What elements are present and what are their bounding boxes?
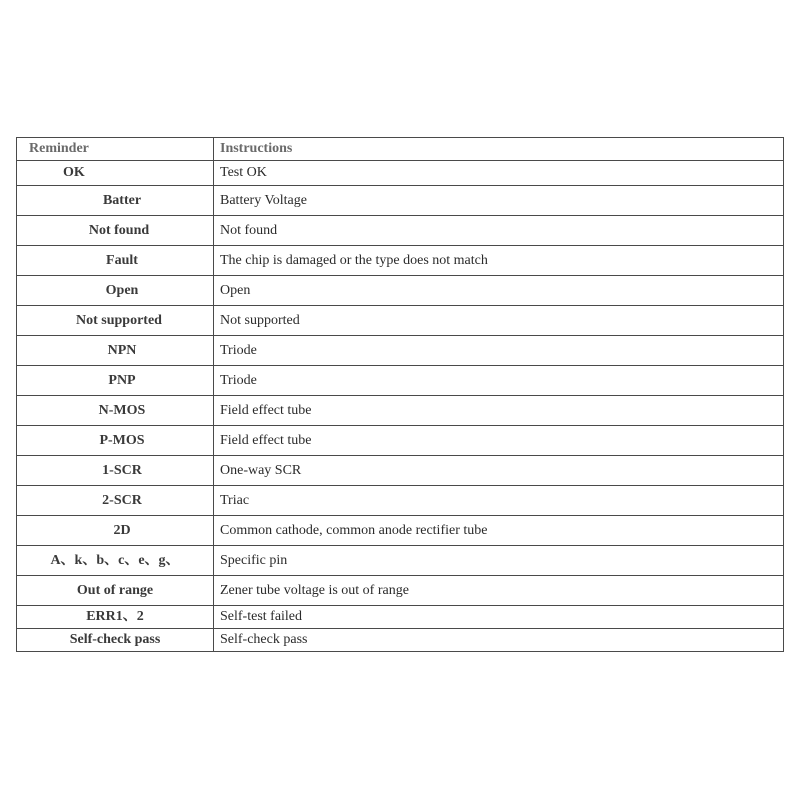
reminder-cell: Not found: [17, 216, 214, 246]
reminder-table: [16, 137, 784, 652]
table-row: [17, 186, 784, 216]
instruction-cell: Triode: [214, 366, 784, 396]
table-row: [17, 629, 784, 652]
table-row: [17, 276, 784, 306]
instruction-cell: Not found: [214, 216, 784, 246]
instruction-cell: Zener tube voltage is out of range: [214, 576, 784, 606]
header-reminder: Reminder: [17, 138, 214, 161]
table-row: [17, 336, 784, 366]
table-row: [17, 161, 784, 186]
header-instructions: Instructions: [214, 138, 784, 161]
instruction-cell: Field effect tube: [214, 426, 784, 456]
reminder-cell: N-MOS: [17, 396, 214, 426]
table-row: [17, 486, 784, 516]
table-row: [17, 246, 784, 276]
instruction-cell: Specific pin: [214, 546, 784, 576]
table-row: [17, 216, 784, 246]
table-row: [17, 456, 784, 486]
instruction-cell: Battery Voltage: [214, 186, 784, 216]
instruction-cell: Not supported: [214, 306, 784, 336]
table-row: [17, 516, 784, 546]
reminder-cell: 2D: [17, 516, 214, 546]
reminder-cell: OK: [17, 161, 214, 186]
reminder-cell: Batter: [17, 186, 214, 216]
table-row: [17, 576, 784, 606]
reminder-cell: Self-check pass: [17, 629, 214, 652]
instruction-cell: Triac: [214, 486, 784, 516]
table-row: [17, 396, 784, 426]
reminder-cell: ERR1、2: [17, 606, 214, 629]
reminder-cell: Out of range: [17, 576, 214, 606]
reminder-cell: 1-SCR: [17, 456, 214, 486]
instruction-cell: The chip is damaged or the type does not match: [214, 246, 784, 276]
reminder-cell: PNP: [17, 366, 214, 396]
instruction-cell: Field effect tube: [214, 396, 784, 426]
reminder-cell: P-MOS: [17, 426, 214, 456]
table-row: [17, 366, 784, 396]
reminder-cell: Open: [17, 276, 214, 306]
table-row: [17, 306, 784, 336]
instruction-cell: Open: [214, 276, 784, 306]
reminder-table-container: [16, 137, 783, 652]
instruction-cell: Common cathode, common anode rectifier tube: [214, 516, 784, 546]
reminder-cell: Not supported: [17, 306, 214, 336]
instruction-cell: Triode: [214, 336, 784, 366]
table-row: [17, 426, 784, 456]
table-header-row: [17, 138, 784, 161]
table-row: [17, 606, 784, 629]
instruction-cell: Self-check pass: [214, 629, 784, 652]
table-row: [17, 546, 784, 576]
reminder-cell: A、k、b、c、e、g、: [17, 546, 214, 576]
instruction-cell: Test OK: [214, 161, 784, 186]
instruction-cell: One-way SCR: [214, 456, 784, 486]
reminder-cell: Fault: [17, 246, 214, 276]
reminder-cell: 2-SCR: [17, 486, 214, 516]
instruction-cell: Self-test failed: [214, 606, 784, 629]
reminder-cell: NPN: [17, 336, 214, 366]
